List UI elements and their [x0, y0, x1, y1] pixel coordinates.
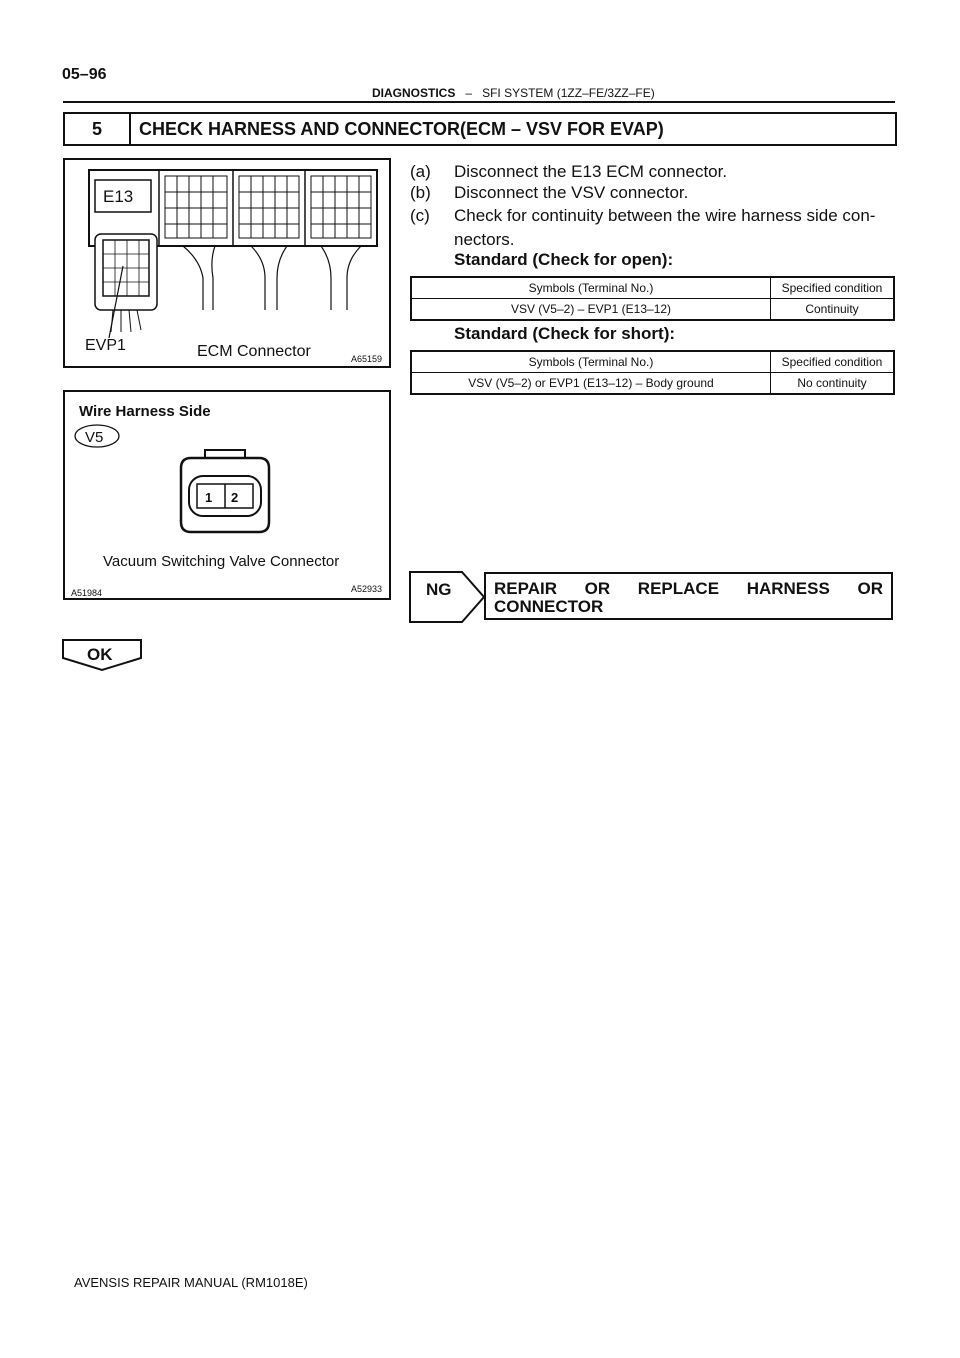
ng-word: OR	[584, 579, 611, 598]
instruction-c-label: (c)	[410, 206, 430, 225]
evp1-label: EVP1	[85, 337, 126, 354]
figure2-code-left: A51984	[71, 588, 103, 598]
step-number: 5	[65, 114, 131, 144]
instruction-c-text-cont: nectors.	[454, 230, 515, 249]
instruction-a-text: Disconnect the E13 ECM connector.	[454, 162, 728, 181]
running-header	[372, 86, 655, 100]
instruction-b-text: Disconnect the VSV connector.	[454, 183, 689, 202]
table-header-cell: Specified condition	[771, 277, 895, 299]
header-dash: –	[465, 86, 473, 100]
instruction-b	[410, 181, 900, 205]
ng-action-box	[484, 572, 893, 620]
table-row	[411, 373, 894, 395]
vsv-connector-caption: Vacuum Switching Valve Connector	[103, 553, 340, 570]
e13-tag: E13	[103, 187, 134, 206]
v5-tag: V5	[85, 429, 104, 446]
table-cell: Continuity	[771, 299, 895, 321]
ng-arrow	[408, 570, 488, 624]
instruction-a-label: (a)	[410, 162, 431, 181]
table-cell: No continuity	[771, 373, 895, 395]
table-cell: VSV (V5–2) – EVP1 (E13–12)	[411, 299, 771, 321]
ng-word: OR	[857, 579, 883, 598]
header-system: SFI SYSTEM (1ZZ–FE/3ZZ–FE)	[482, 86, 655, 100]
table-header-row	[411, 277, 894, 299]
header-section: DIAGNOSTICS	[372, 86, 456, 100]
ng-word: REPLACE	[637, 579, 720, 598]
vsv-connector-figure	[63, 390, 391, 600]
ng-tag: NG	[426, 580, 452, 599]
vsv-pin-2: 2	[231, 490, 239, 505]
standard-short-heading: Standard (Check for short):	[454, 324, 676, 343]
instruction-c	[410, 204, 900, 252]
page-number: 05–96	[62, 66, 107, 83]
standard-open-table	[410, 276, 895, 321]
page-footer: AVENSIS REPAIR MANUAL (RM1018E)	[74, 1275, 308, 1290]
standard-open-heading: Standard (Check for open):	[454, 250, 674, 269]
ok-arrow	[61, 638, 145, 672]
table-header-cell: Specified condition	[771, 351, 895, 373]
step-title-box	[63, 112, 897, 146]
figure2-code-right: A52933	[351, 584, 383, 594]
ecm-connector-drawing	[65, 160, 389, 366]
instruction-c-text: Check for continuity between the wire harness side con-	[454, 206, 876, 225]
ok-tag: OK	[87, 645, 113, 664]
wire-harness-side-heading: Wire Harness Side	[79, 403, 211, 420]
ecm-connector-figure	[63, 158, 391, 368]
standard-short-table	[410, 350, 895, 395]
vsv-connector-drawing	[65, 392, 389, 598]
ng-word: REPAIR	[494, 579, 557, 598]
ng-action-line1	[494, 580, 883, 598]
figure1-code: A65159	[351, 354, 383, 364]
step-title: CHECK HARNESS AND CONNECTOR(ECM – VSV FOR EVAP)	[139, 118, 664, 139]
table-row	[411, 299, 894, 321]
instruction-b-label: (b)	[410, 183, 431, 202]
table-header-cell: Symbols (Terminal No.)	[411, 351, 771, 373]
ng-word: HARNESS	[746, 579, 830, 598]
table-header-cell: Symbols (Terminal No.)	[411, 277, 771, 299]
vsv-pin-1: 1	[205, 490, 213, 505]
ng-action-line2: CONNECTOR	[494, 597, 604, 616]
table-cell: VSV (V5–2) or EVP1 (E13–12) – Body ground	[411, 373, 771, 395]
table-header-row	[411, 351, 894, 373]
header-rule	[63, 101, 895, 103]
ecm-connector-caption: ECM Connector	[197, 343, 311, 360]
